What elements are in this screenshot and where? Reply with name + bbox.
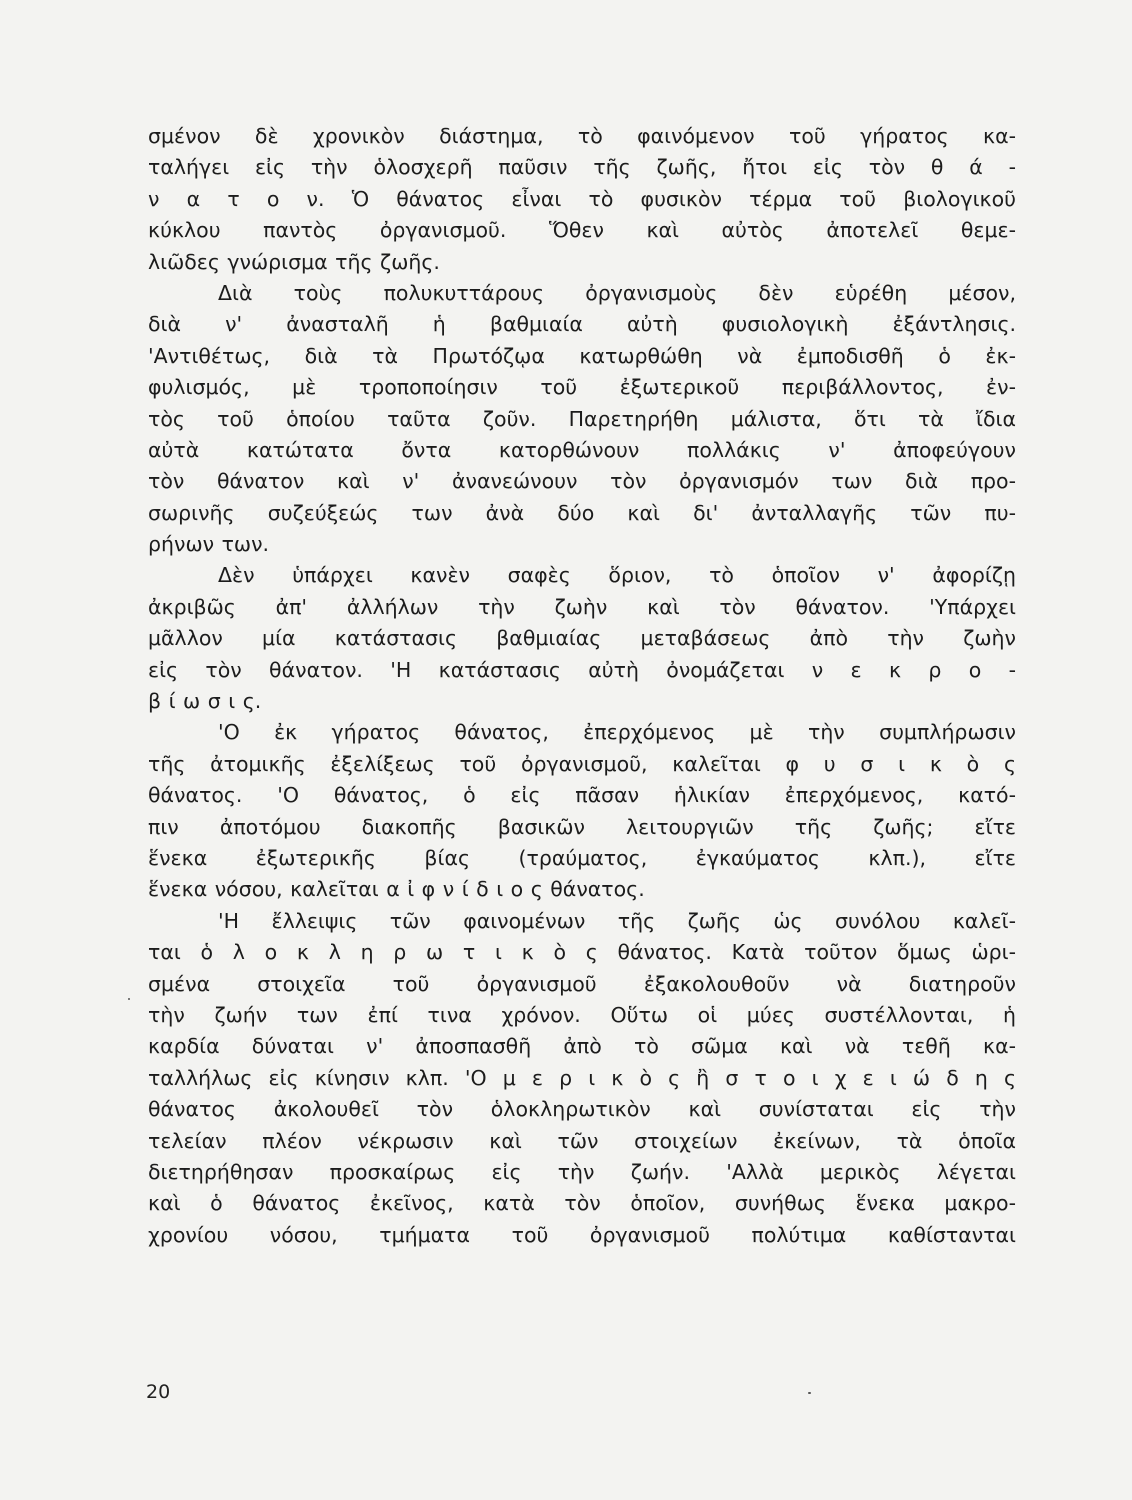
text-line: β ί ω σ ι ς.: [148, 689, 262, 714]
text-line: διὰ ν' ἀνασταλῆ ἡ βαθμιαία αὐτὴ φυσιολογικὴ ἐξάντλησις.: [148, 312, 1016, 337]
text-line: τῆς ἀτομικῆς ἐξελίξεως τοῦ ὀργανισμοῦ, καλεῖται φ υ σ ι κ ὸ ς: [148, 751, 1016, 776]
text-line: 'Η ἔλλειψις τῶν φαινομένων τῆς ζωῆς ὡς συνόλου καλεῖ-: [218, 908, 1016, 933]
text-line: καὶ ὁ θάνατος ἐκεῖνος, κατὰ τὸν ὁποῖον, συνήθως ἕνεκα μακρο-: [148, 1191, 1016, 1216]
text-line: ταλλήλως εἰς κίνησιν κλπ. 'Ο μ ε ρ ι κ ὸ ς ἢ σ τ ο ι χ ε ι ώ δ η ς: [148, 1065, 1016, 1090]
text-line: ἀκριβῶς ἀπ' ἀλλήλων τὴν ζωὴν καὶ τὸν θάνατον. 'Υπάρχει: [148, 594, 1016, 619]
text-line: ἕνεκα ἐξωτερικῆς βίας (τραύματος, ἐγκαύματος κλπ.), εἴτε: [148, 845, 1016, 870]
ink-speck: [128, 998, 130, 1000]
text-line: ν α τ ο ν. Ὁ θάνατος εἶναι τὸ φυσικὸν τέρμα τοῦ βιολογικοῦ: [148, 186, 1016, 211]
text-line: λιῶδες γνώρισμα τῆς ζωῆς.: [148, 249, 440, 274]
text-line: θάνατος. 'Ο θάνατος, ὁ εἰς πᾶσαν ἡλικίαν ἐπερχόμενος, κατό-: [148, 783, 1016, 808]
text-line: θάνατος ἀκολουθεῖ τὸν ὁλοκληρωτικὸν καὶ συνίσταται εἰς τὴν: [148, 1097, 1016, 1122]
body-text: [148, 121, 1016, 1251]
text-line: σμένον δὲ χρονικὸν διάστημα, τὸ φαινόμενον τοῦ γήρατος κα-: [148, 124, 1016, 148]
text-line: ταλήγει εἰς τὴν ὁλοσχερῆ παῦσιν τῆς ζωῆς, ἤτοι εἰς τὸν θ ά -: [148, 155, 1016, 180]
text-line: αὐτὰ κατώτατα ὄντα κατορθώνουν πολλάκις ν' ἀποφεύγουν: [148, 437, 1016, 462]
text-line: διετηρήθησαν προσκαίρως εἰς τὴν ζωήν. 'Αλλὰ μερικὸς λέγεται: [148, 1159, 1016, 1184]
text-line: φυλισμός, μὲ τροποποίησιν τοῦ ἐξωτερικοῦ περιβάλλοντος, ἐν-: [148, 375, 1016, 400]
text-line: ἕνεκα νόσου, καλεῖται α ἰ φ ν ί δ ι ο ς θάνατος.: [148, 877, 645, 902]
text-line: Δὲν ὑπάρχει κανὲν σαφὲς ὅριον, τὸ ὁποῖον ν' ἀφορίζῃ: [218, 563, 1016, 588]
text-line: τελείαν πλέον νέκρωσιν καὶ τῶν στοιχείων ἐκείνων, τὰ ὁποῖα: [148, 1128, 1016, 1153]
text-line: τὴν ζωήν των ἐπί τινα χρόνον. Οὕτω οἱ μύες συστέλλονται, ἡ: [148, 1002, 1016, 1027]
text-line: σωρινῆς συζεύξεώς των ἀνὰ δύο καὶ δι' ἀνταλλαγῆς τῶν πυ-: [148, 500, 1016, 525]
page-number: 20: [146, 1381, 171, 1403]
text-line: ρήνων των.: [148, 532, 270, 557]
text-line: καρδία δύναται ν' ἀποσπασθῆ ἀπὸ τὸ σῶμα καὶ νὰ τεθῆ κα-: [148, 1034, 1016, 1059]
text-line: Διὰ τοὺς πολυκυττάρους ὀργανισμοὺς δὲν εὑρέθη μέσον,: [218, 280, 1016, 305]
text-line: ται ὁ λ ο κ λ η ρ ω τ ι κ ὸ ς θάνατος. Κατὰ τοῦτον ὅμως ὡρι-: [148, 940, 1016, 965]
text-line: πιν ἀποτόμου διακοπῆς βασικῶν λειτουργιῶν τῆς ζωῆς; εἴτε: [148, 814, 1016, 839]
text-line: 'Ο ἐκ γήρατος θάνατος, ἐπερχόμενος μὲ τὴν συμπλήρωσιν: [218, 720, 1016, 745]
text-line: σμένα στοιχεῖα τοῦ ὀργανισμοῦ ἐξακολουθοῦν νὰ διατηροῦν: [148, 971, 1016, 996]
text-line: κύκλου παντὸς ὀργανισμοῦ. Ὅθεν καὶ αὐτὸς ἀποτελεῖ θεμε-: [148, 218, 1016, 243]
text-line: εἰς τὸν θάνατον. 'Η κατάστασις αὐτὴ ὀνομάζεται ν ε κ ρ ο -: [148, 657, 1016, 682]
text-line: τὸς τοῦ ὁποίου ταῦτα ζοῦν. Παρετηρήθη μάλιστα, ὅτι τὰ ἴδια: [148, 406, 1016, 431]
text-line: 'Αντιθέτως, διὰ τὰ Πρωτόζῳα κατωρθώθη νὰ ἐμποδισθῆ ὁ ἐκ-: [148, 343, 1016, 368]
text-line: χρονίου νόσου, τμήματα τοῦ ὀργανισμοῦ πολύτιμα καθίστανται: [148, 1222, 1016, 1247]
ink-speck: [808, 1392, 811, 1394]
text-line: μᾶλλον μία κατάστασις βαθμιαίας μεταβάσεως ἀπὸ τὴν ζωὴν: [148, 626, 1016, 651]
text-line: τὸν θάνατον καὶ ν' ἀνανεώνουν τὸν ὀργανισμόν των διὰ προ-: [148, 469, 1016, 494]
